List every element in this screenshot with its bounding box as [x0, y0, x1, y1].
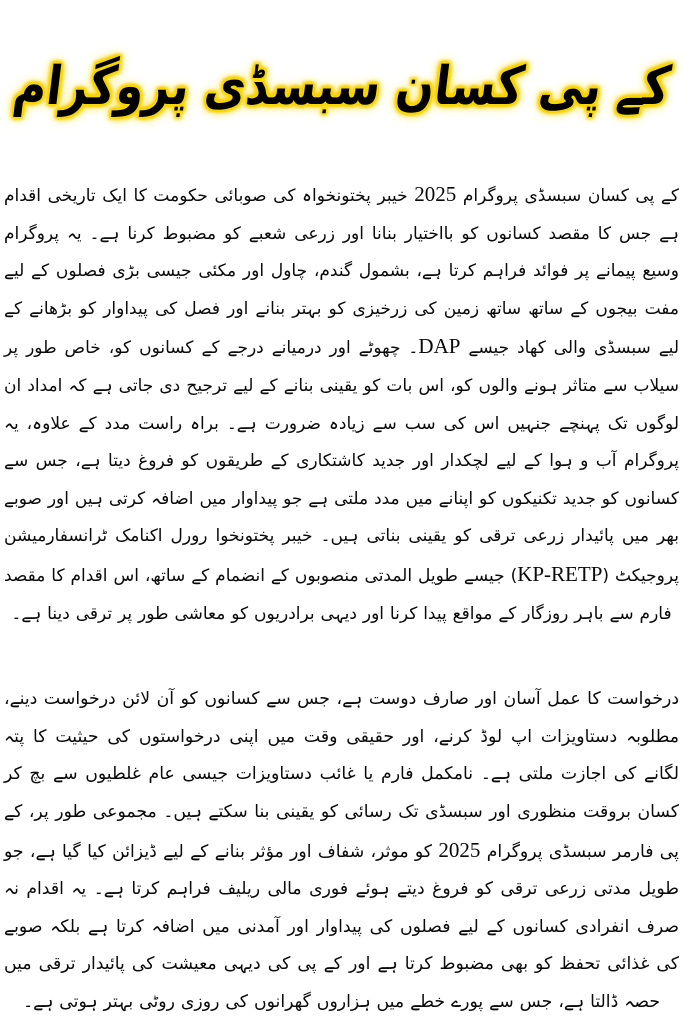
article-paragraph-1: کے پی کسان سبسڈی پروگرام 2025 خیبر پختونخواہ کی صوبائی حکومت کا ایک تاریخی اقدام ہے جس کا مقصد کسانوں کو بااختیار بنانا اور زرعی شعبے کو مضبوط کرنا ہے۔ یہ پروگرام وسیع پیمانے پر فوائد فراہم کرتا ہے، بشمول گندم، چاول اور مکئی جیسی بڑی فصلوں کے لیے مفت بیجوں کے ساتھ ساتھ زمین کی زرخیزی کو بہتر بنانے اور فصل کی پیداوار کو بڑھانے کے لیے سبسڈی والی کھاد جیسے DAP۔ چھوٹے اور درمیانے درجے کے کسانوں کو، خاص طور پر سیلاب سے متاثر ہونے والوں کو، اس بات کو یقینی بنانے کے لیے ترجیح دی جاتی ہے کہ امداد ان لوگوں تک پہنچے جنہیں اس کی سب سے زیادہ ضرورت ہے۔ براہ راست مدد کے علاوہ، یہ پروگرام آب و ہوا کے لیے لچکدار اور جدید کاشتکاری کے طریقوں کو فروغ دیتا ہے، جس سے کسانوں کو جدید تکنیکوں کو اپنانے میں مدد ملتی ہے جو پیداوار میں اضافہ کرتی ہیں اور صوبے بھر میں پائیدار زرعی ترقی کو یقینی بناتی ہیں۔ خیبر پختونخوا رورل اکنامک ٹرانسفارمیشن پروجیکٹ (KP-RETP) جیسے طویل المدتی منصوبوں کے انضمام کے ساتھ، اس اقدام کا مقصد فارم سے باہر روزگار کے مواقع پیدا کرنا اور دیہی برادریوں کو معاشی طور پر ترقی دینا ہے۔ — [4, 182, 679, 624]
latin-run: DAP — [418, 334, 461, 359]
article-title-block — [0, 0, 683, 172]
latin-run: KP-RETP — [517, 561, 603, 586]
article-body — [4, 176, 679, 1021]
article-paragraph-2: درخواست کا عمل آسان اور صارف دوست ہے، جس سے کسانوں کو آن لائن درخواست دینے، مطلوبہ دستاویزات اپ لوڈ کرنے، اور حقیقی وقت میں اپنی درخواستوں کی حیثیت کا پتہ لگانے کی اجازت ملتی ہے۔ نامکمل فارم یا غائب دستاویزات جیسی عام غلطیوں سے بچ کر کسان بروقت منظوری اور سبسڈی تک رسائی کو یقینی بنا سکتے ہیں۔ مجموعی طور پر، کے پی فارمر سبسڈی پروگرام 2025 کو موثر، شفاف اور مؤثر بنانے کے لیے ڈیزائن کیا گیا ہے، جو طویل مدتی زرعی ترقی کو فروغ دیتے ہوئے فوری مالی ریلیف فراہم کرتا ہے۔ یہ اقدام نہ صرف انفرادی کسانوں کے لیے فصلوں کی پیداوار اور آمدنی میں اضافہ کرتا ہے بلکہ صوبے کی غذائی تحفظ کو بھی مضبوط کرتا ہے اور کے پی کی دیہی معیشت کی پائیدار ترقی میں حصہ ڈالتا ہے، جس سے پورے خطے میں ہزاروں گھرانوں کی روزی روٹی بہتر ہوتی ہے۔ — [4, 689, 679, 1012]
latin-run: 2025 — [414, 182, 457, 206]
page-title: کے پی کسان سبسڈی پروگرام — [9, 54, 674, 118]
latin-run: 2025 — [438, 837, 481, 862]
